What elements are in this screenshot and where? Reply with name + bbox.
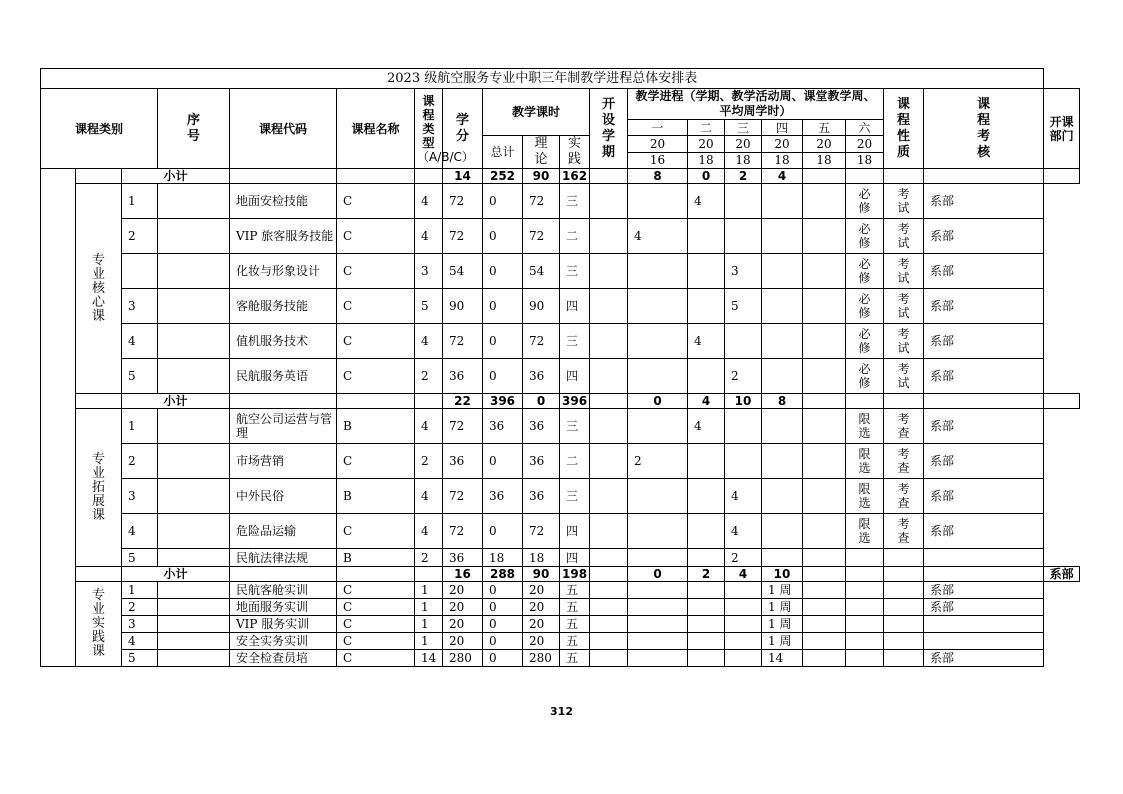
header-hours: 教学课时 <box>483 89 590 136</box>
category-prac: 专业实践课 <box>76 582 122 667</box>
header-name: 课程名称 <box>337 89 415 169</box>
weeks-total-2: 20 <box>688 136 725 153</box>
header-credit: 学分 <box>443 89 483 169</box>
table-row: 4 安全实务实训 C 1 20 0 20 五 1 周 <box>41 633 1080 650</box>
table-row: 2 VIP 旅客服务技能 C 4 72 0 72 二 4 必修 考试 系部 <box>41 219 1080 254</box>
category-core: 专业核心课 <box>76 184 122 394</box>
header-dept: 开课部门 <box>1044 89 1080 169</box>
table-row: 专业实践课 1 民航客舱实训 C 1 20 0 20 五 1 周 系部 <box>41 582 1080 599</box>
table-row: 2 地面服务实训 C 1 20 0 20 五 1 周 系部 <box>41 599 1080 616</box>
weeks-class-2: 18 <box>688 152 725 169</box>
weeks-total-6: 20 <box>846 136 884 153</box>
weeks-total-1: 20 <box>628 136 688 153</box>
header-open-term: 开设学期 <box>590 89 628 169</box>
weeks-class-5: 18 <box>803 152 846 169</box>
category-ext: 专业拓展课 <box>76 409 122 567</box>
term-3: 三 <box>725 120 762 136</box>
header-practice: 实践 <box>560 136 590 169</box>
weeks-total-5: 20 <box>803 136 846 153</box>
table-row: 4 值机服务技术 C 4 72 0 72 三 4 必修 考试 系部 <box>41 324 1080 359</box>
header-code: 课程代码 <box>230 89 337 169</box>
table-row: 4 危险品运输 C 4 72 0 72 四 4 限选 考查 系部 <box>41 514 1080 549</box>
table-row: 3 客舱服务技能 C 5 90 0 90 四 5 必修 考试 系部 <box>41 289 1080 324</box>
header-progress: 教学进程（学期、教学活动周、课堂教学周、平均周学时） <box>628 89 884 120</box>
table-row: 5 安全检查员培 C 14 280 0 280 五 14 系部 <box>41 650 1080 667</box>
category-outer <box>41 169 76 667</box>
header-seq: 序号 <box>158 89 230 169</box>
schedule-table <box>40 68 1080 667</box>
weeks-class-1: 16 <box>628 152 688 169</box>
term-5: 五 <box>803 120 846 136</box>
table-title: 2023 级航空服务专业中职三年制教学进程总体安排表 <box>41 69 1044 89</box>
table-row: 5 民航法律法规 B 2 36 18 18 四 2 <box>41 549 1080 567</box>
header-total: 总计 <box>483 136 523 169</box>
header-theory: 理论 <box>523 136 560 169</box>
subtotal-row: 小计 16 288 90 198 0 2 4 10 系部 <box>41 567 1080 582</box>
table-row: 5 民航服务英语 C 2 36 0 36 四 2 必修 考试 系部 <box>41 359 1080 394</box>
page-number: 312 <box>550 705 573 718</box>
table-row: 3 中外民俗 B 4 72 36 36 三 4 限选 考查 系部 <box>41 479 1080 514</box>
header-nature: 课程性质 <box>884 89 924 169</box>
table-row: 化妆与形象设计 C 3 54 0 54 三 3 必修 考试 系部 <box>41 254 1080 289</box>
term-2: 二 <box>688 120 725 136</box>
table-row: 3 VIP 服务实训 C 1 20 0 20 五 1 周 <box>41 616 1080 633</box>
term-4: 四 <box>762 120 803 136</box>
term-1: 一 <box>628 120 688 136</box>
table-row: 2 市场营销 C 2 36 0 36 二 2 限选 考查 系部 <box>41 444 1080 479</box>
table-row: 专业核心课 1 地面安检技能 C 4 72 0 72 三 4 必修 考试 系部 <box>41 184 1080 219</box>
subtotal-row: 小计 14 252 90 162 8 0 2 4 <box>41 169 1080 184</box>
weeks-class-3: 18 <box>725 152 762 169</box>
header-category: 课程类别 <box>41 89 158 169</box>
weeks-total-4: 20 <box>762 136 803 153</box>
subtotal-row: 小计 22 396 0 396 0 4 10 8 <box>41 394 1080 409</box>
weeks-class-6: 18 <box>846 152 884 169</box>
table-row: 专业拓展课 1 航空公司运营与管理 B 4 72 36 36 三 4 限选 考查 系部 <box>41 409 1080 444</box>
weeks-total-3: 20 <box>725 136 762 153</box>
term-6: 六 <box>846 120 884 136</box>
weeks-class-4: 18 <box>762 152 803 169</box>
header-type: 课程类型 （A/B/C） <box>415 89 443 169</box>
header-exam: 课程考核 <box>924 89 1044 169</box>
